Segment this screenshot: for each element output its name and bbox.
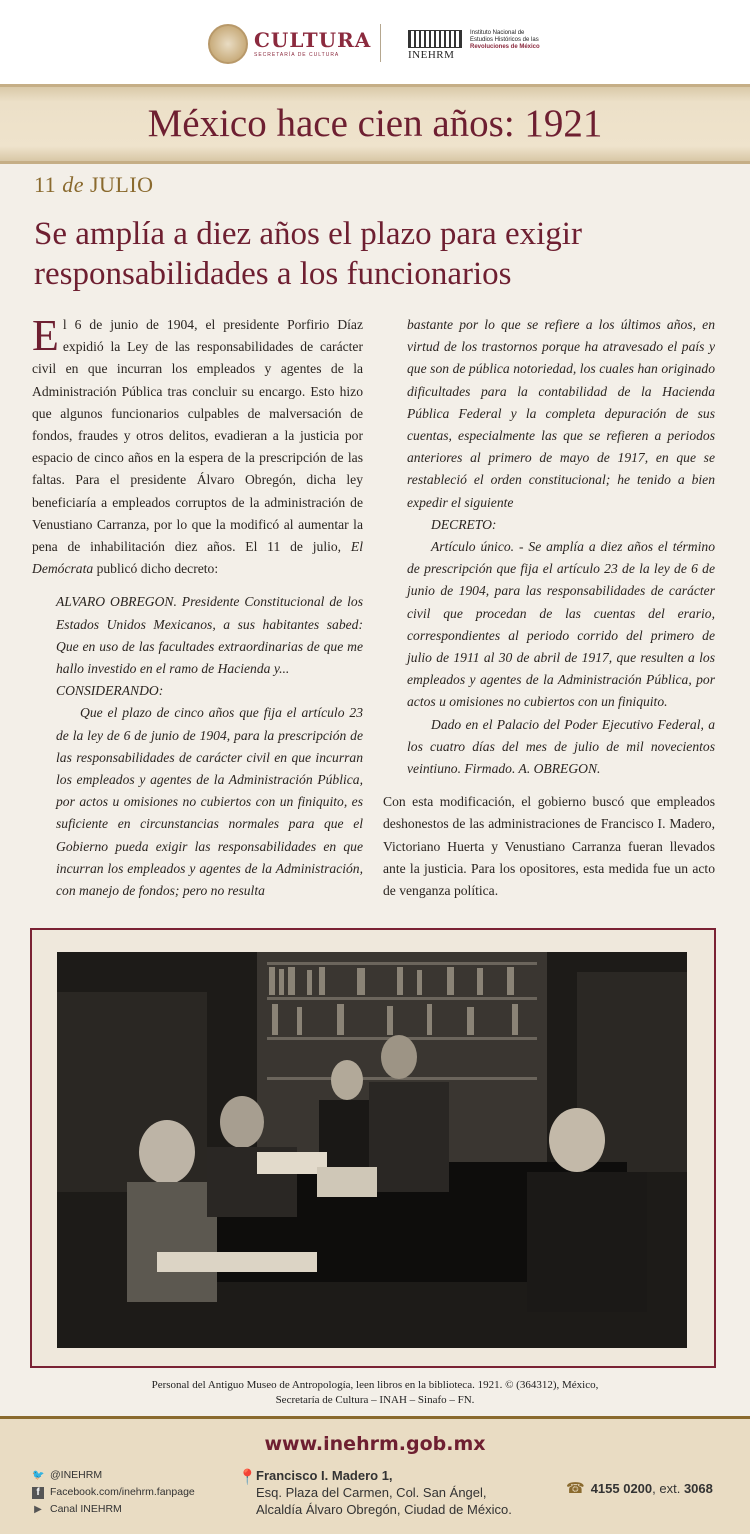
- youtube-icon: ▶: [34, 1503, 42, 1515]
- inehrm-line3: Revoluciones de México: [470, 44, 540, 50]
- inehrm-line2: Estudios Históricos de las: [470, 37, 539, 43]
- twitter-icon: 🐦: [32, 1469, 45, 1481]
- date-de: de: [62, 172, 84, 197]
- location-pin-icon: 📍: [238, 1469, 257, 1486]
- date-month: JULIO: [89, 172, 154, 197]
- logo-divider: [380, 24, 381, 62]
- conclusion-paragraph: Con esta modificación, el gobierno buscó que empleados deshonestos de las administraciones de Francisco I. Madero, Victoriano Huerta y Venustiano Carranza fueran llevados ante la justicia. Para los opositores, esta medida fue un acto de venganza política.: [383, 794, 715, 899]
- decree-signature: Dado en el Palacio del Poder Ejecutivo Federal, a los cuatro días del mes de julio de mil novecientos veintiuno. Firmado. A. OBREGON.: [407, 716, 715, 777]
- facebook-icon: f: [32, 1487, 44, 1499]
- title-band: [0, 84, 750, 164]
- article-date: [34, 172, 154, 198]
- inehrm-name: INEHRM: [408, 49, 455, 61]
- footer: [0, 1416, 750, 1534]
- intro-paragraph: [32, 311, 363, 580]
- intro-end: publicó dicho decreto:: [96, 561, 219, 577]
- article-headline: Se amplía a diez años el plazo para exigir responsabilidades a los funcionarios: [34, 216, 582, 292]
- facebook-url: Facebook.com/inehrm.fanpage: [50, 1486, 195, 1498]
- phone-ext-number: 3068: [683, 1481, 713, 1496]
- phone-icon: ☎: [566, 1480, 585, 1497]
- column-right: [383, 314, 715, 902]
- social-links: [32, 1467, 195, 1518]
- articulo-unico: Artículo único. - Se amplía a diez años el término de prescripción que fija el artículo 23 de la ley de 6 de junio de 1904, para las responsabilidades de carácter civil que procedan de las cuentas del erario, correspondientes al periodo corrido del primero de julio de 1911 al 30 de abril de 1917, que resulten a los empleados y agentes de la Administración Pública, por actos u omisiones no cubiertos con un finiquito.: [407, 539, 715, 710]
- mexican-seal-icon: [208, 24, 248, 64]
- decree-preamble: ALVARO OBREGON. Presidente Constitucional de los Estados Unidos Mexicanos, a sus habitantes sabed: Que en uso de las facultades extraordinarias de que me hallo investido en el ramo de Hacienda y...: [56, 594, 363, 677]
- page-title: México hace cien años: 1921: [147, 102, 603, 145]
- cultura-name: CULTURA: [254, 28, 372, 52]
- phone-number: 4155 0200: [590, 1481, 653, 1496]
- inehrm-logo[interactable]: [408, 30, 540, 61]
- considerando-text: Que el plazo de cinco años que fija el artículo 23 de la ley de 6 de junio de 1904, para la prescripción de las responsabilidades de carácter civil en que incurran los empleados y agentes de la Administración Pública, por actos u omisiones no cubiertos con un finiquito, es suficiente en circunstancias normales para que el Gobierno pueda exigir las responsabilidades en que incurran los empleados y agentes de la Administración, con manejo de fondos; pero no resulta: [56, 705, 363, 899]
- inehrm-line1: Instituto Nacional de: [470, 30, 525, 36]
- library-photo: [57, 952, 687, 1348]
- inehrm-fullname: [470, 30, 540, 51]
- photo-frame: [30, 928, 716, 1368]
- caption-line1: Personal del Antiguo Museo de Antropología, leen libros en la biblioteca. 1921. © (364312), México,: [151, 1379, 599, 1391]
- date-day: 11: [34, 172, 57, 197]
- cultura-logo[interactable]: [208, 24, 371, 64]
- drop-cap: E: [32, 311, 59, 360]
- considerando-label: CONSIDERANDO:: [56, 683, 164, 699]
- youtube-link[interactable]: [32, 1501, 195, 1518]
- phone-ext-label: , ext.: [652, 1481, 681, 1496]
- website-link[interactable]: www.inehrm.gob.mx: [264, 1433, 486, 1455]
- address-line3: Alcaldía Álvaro Obregón, Ciudad de México.: [256, 1502, 512, 1517]
- address-line1: Francisco I. Madero 1,: [256, 1468, 393, 1483]
- twitter-handle: @INEHRM: [50, 1469, 103, 1481]
- building-icon: [408, 30, 462, 48]
- library-photo-image: [57, 952, 687, 1348]
- photo-caption: [60, 1378, 690, 1408]
- considerando-continued: bastante por lo que se refiere a los últimos años, en virtud de los trastornos porque ha atravesado el país y que son de pública notoriedad, los cuales han originado dificultades para la contabilidad de la Hacienda Pública Federal y la completa depuración de sus cuentas, especialmente las que se refieren a periodos anteriores al primero de mayo de 1917, en que se restableció el orden constitucional; he tenido a bien expedir el siguiente: [407, 317, 715, 510]
- header-bar: [0, 0, 750, 84]
- column-left: [32, 311, 363, 902]
- twitter-link[interactable]: [32, 1467, 195, 1484]
- address-line2: Esq. Plaza del Carmen, Col. San Ángel,: [256, 1485, 487, 1500]
- decreto-label: DECRETO:: [431, 516, 497, 532]
- newspaper-name: El Demócrata: [32, 539, 363, 577]
- phone-contact[interactable]: [566, 1479, 713, 1497]
- youtube-channel: Canal INEHRM: [50, 1503, 122, 1515]
- caption-line2: Secretaría de Cultura – INAH – Sinafo – FN.: [275, 1394, 475, 1406]
- address: [238, 1467, 512, 1518]
- cultura-subtitle: SECRETARÍA DE CULTURA: [254, 52, 340, 58]
- intro-text: l 6 de junio de 1904, el presidente Porfirio Díaz expidió la Ley de las responsabilidades de carácter civil en que incurran los empleados y agentes de la Administración Pública tras concluir su encargo. Esto hizo que algunos funcionarios culpables de malversación de fondos, fraudes y otros delitos, evadieran a la justicia por espacio de cinco años en la espera de la prescripción de las faltas. Para el presidente Álvaro Obregón, dicha ley beneficiaría a empleados corruptos de la administración de Venustiano Carranza, por lo que la modificó al aumentar la pena de inhabilitación diez años. El 11 de julio,: [32, 317, 363, 555]
- facebook-link[interactable]: [32, 1484, 195, 1501]
